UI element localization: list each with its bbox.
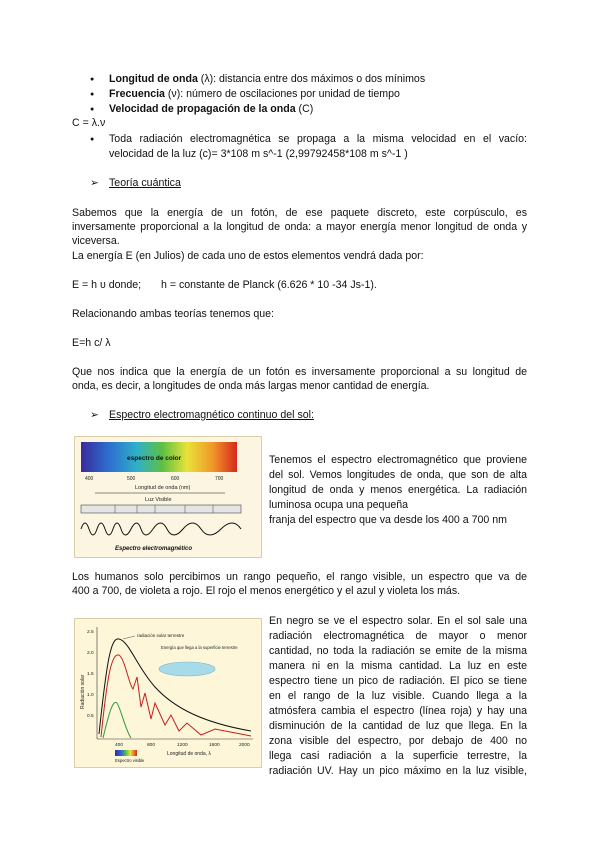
x-tick: 1600 [209,743,220,748]
band-row [81,505,241,513]
y-tick: 0.5 [87,714,94,719]
visible-caption: Espectro visible [115,758,145,763]
x-tick: 2000 [239,743,250,748]
text-line: luminosa ocupa una pequeña [269,499,409,511]
y-tick: 2.0 [87,651,94,656]
paragraph-line: La energía E (en Julios) de cada uno de estos elementos vendrá dada por: [72,250,424,262]
y-axis-label: Radiación solar [80,674,86,709]
solar-label: radiación solar terrestre [137,633,185,638]
x-tick: 800 [147,743,156,748]
figure-text [269,453,527,528]
x-tick: 400 [115,743,124,748]
formula-e: E = h υ donde; [72,279,142,291]
planck-constant: h = constante de Planck (6.626 * 10 -34 Js-1). [161,279,377,291]
paragraph-line: Sabemos que la energía de un fotón, de ese paquete discreto, este corpúsculo, es [72,207,527,219]
visible-light-label: Luz Visible [145,497,172,503]
paragraph-line: onda, es decir, a longitudes de onda más largas menor cantidad de energía. [72,380,430,392]
paragraph-line: Que nos indica que la energía de un fotón es inversamente proporcional a su longitud de [72,366,527,378]
arrow-icon: ➢ [90,177,99,189]
text-line: cantidad, no toda la radiación se emite de la misma [269,645,527,657]
x-axis-label: Longitud de onda, λ [167,751,211,757]
paragraph-line: Relacionando ambas teorías tenemos que: [72,308,274,320]
formula-c: C = λ.ν [72,117,106,129]
wavelength-label: Longitud de onda (nm) [135,485,191,491]
solar-spectrum-black [99,639,251,734]
text-line: radiación electromagnética de mayor o menor [269,630,527,642]
text-line: radiación UV. Hay un pico máximo en la luz visible, [269,765,527,777]
bullet-text: velocidad de la luz (c)= 3*108 m s^-1 (2,99792458*108 m s^-1 ) [109,148,408,160]
x-tick: 1200 [177,743,188,748]
text-line: llega casi radiación a la superficie terrestre, la [269,750,527,762]
y-tick: 1.0 [87,693,94,698]
solar-radiation-figure [74,618,262,768]
figure-caption: Espectro electromagnético [115,546,193,552]
spectrum-figure [74,436,262,558]
y-tick: 1.5 [87,672,94,677]
section-heading: Teoría cuántica [109,177,181,189]
atmosphere-ellipse [159,662,215,676]
text-line: zona visible del espectro, por debajo de 400 no [269,735,527,747]
paragraph-line: viceversa. [72,235,120,247]
text-line: espectro tiene un pico de radiación. El pico se tiene [269,675,527,687]
text-line: atmósfera cambia el espectro (línea roja) y hay una [269,705,527,717]
solar-radiation-svg [75,619,261,767]
paragraph-line: inversamente proporcional a la longitud de onda: a mayor energía menor longitud de onda y [72,221,527,233]
tick-label: 700 [215,476,224,482]
text-line: disminución de la cantidad de luz que llega. En la [269,720,527,732]
figure-text [269,614,527,779]
text-line: en el rango de la luz visible. Cuando llega a la [269,690,527,702]
tick-label: 400 [85,476,94,482]
text-line: Tenemos el espectro electromagnético que proviene [269,454,527,466]
y-tick: 2.5 [87,630,94,635]
wave-line [81,523,241,535]
text-line: del sol. Vemos longitudes de onda, que son de alta [269,469,527,481]
paragraph-line: 400 a 700, de violeta a rojo. El rojo el menos energético y el azul y violeta los más. [72,585,461,597]
section-heading: Espectro electromagnético continuo del sol: [109,409,314,421]
paragraph-line: Los humanos solo percibimos un rango pequeño, el rango visible, un espectro que va de [72,571,527,583]
arrow-icon: ➢ [90,409,99,421]
visible-curve-green [103,702,131,738]
spectrum-figure-svg [75,437,261,557]
text-line: manera ni en la misma cantidad. La luz en este [269,660,527,672]
bullet-text: Toda radiación electromagnética se propaga a la misma velocidad en el vacío: [109,133,527,145]
tick-label: 500 [127,476,136,482]
spectrum-bar-label: espectro de color [127,455,182,462]
text-line: longitud de onda y menos energética. La radiación [269,484,527,496]
surface-label: Energía que llega a la superficie terrestre [161,645,238,650]
text-line: En negro se ve el espectro solar. En el sol sale una [269,615,527,627]
text-line: franja del espectro que va desde los 400 a 700 nm [269,514,507,526]
visible-band [115,750,137,756]
tick-label: 600 [171,476,180,482]
formula-ehc: E=h c/ λ [72,337,111,349]
